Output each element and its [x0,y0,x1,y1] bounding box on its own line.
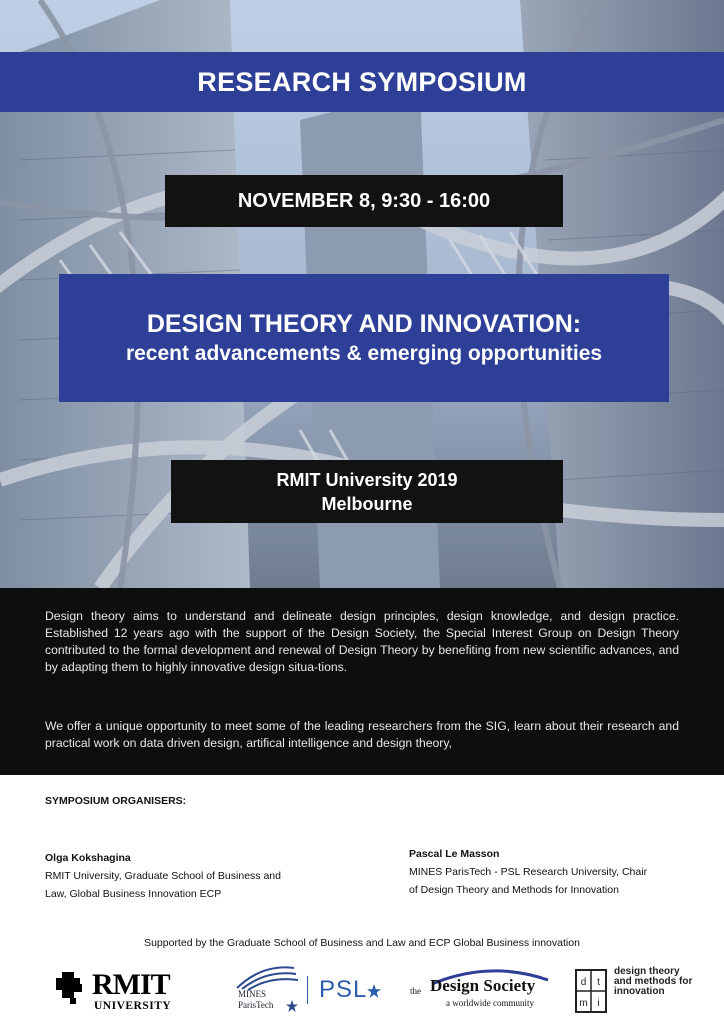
organiser-left [45,849,345,903]
dtmi-logo [574,966,694,1016]
design-society-tagline: a worldwide community [446,998,534,1008]
description-paragraph-1: Design theory aims to understand and delineate design principles, design knowledge, and design practice. Established 12 years ago with the support of the Design Society, the Special Interest Group on Design Theory contributed to the formal development and renewal of Design Theory by benefiting from new scientific advances, and by adapting them to highly innovative design situa-tions. [45,609,679,674]
dtmi-letter: t [597,977,600,988]
organiser-affiliation: Law, Global Business Innovation ECP [45,888,222,900]
event-date-box [165,175,563,227]
organiser-right [409,845,699,899]
psl-divider [307,976,308,1004]
venue-name: RMIT University 2019 [276,469,458,490]
symposium-banner [0,52,724,112]
venue-box [171,460,563,523]
organiser-name: Pascal Le Masson [409,848,500,860]
venue-city: Melbourne [321,493,413,514]
design-society-name: Design Society [430,976,536,995]
mines-swoosh-icon [232,962,302,992]
psl-text: PSL [319,976,368,1003]
dtmi-text: design theory and methods for innovation [614,966,693,997]
event-subtitle: recent advancements & emerging opportunities [125,342,603,365]
organisers-heading: SYMPOSIUM ORGANISERS: [45,795,187,807]
dtmi-letter: m [579,998,588,1009]
description-panel [0,588,724,775]
mines-line2: ParisTech [238,1000,274,1010]
dtmi-mark-icon [574,968,608,1014]
rmit-name: RMIT [92,968,170,1001]
design-society-the: the [410,986,421,996]
support-statement: Supported by the Graduate School of Business and Law and ECP Global Business innovation [144,937,580,949]
design-society-logo [410,966,560,1014]
rmit-sub: UNIVERSITY [94,1000,172,1012]
rmit-logo [56,968,206,1016]
mines-paristech-logo [232,962,302,1018]
mines-line1: MINES [238,989,267,999]
page-title: RESEARCH SYMPOSIUM [197,66,527,97]
event-date: NOVEMBER 8, 9:30 - 16:00 [237,189,491,212]
rmit-pixel-icon [56,972,90,1006]
dtmi-letter: i [597,998,600,1009]
dtmi-letter: d [580,977,587,988]
organiser-affiliation: RMIT University, Graduate School of Business and [45,870,281,882]
description-paragraph-2: We offer a unique opportunity to meet some of the leading researchers from the SIG, learn about their research and practical work on data driven design, artifical intelligence and design theory, [45,719,679,750]
event-title-box [59,274,669,402]
event-title: DESIGN THEORY AND INNOVATION: [146,310,582,338]
organiser-affiliation: of Design Theory and Methods for Innovation [409,884,619,896]
organiser-name: Olga Kokshagina [45,852,131,864]
organiser-affiliation: MINES ParisTech - PSL Research University, Chair [409,866,648,878]
star-icon [286,1000,298,1012]
psl-star-icon [367,984,381,998]
psl-logo [305,972,385,1008]
